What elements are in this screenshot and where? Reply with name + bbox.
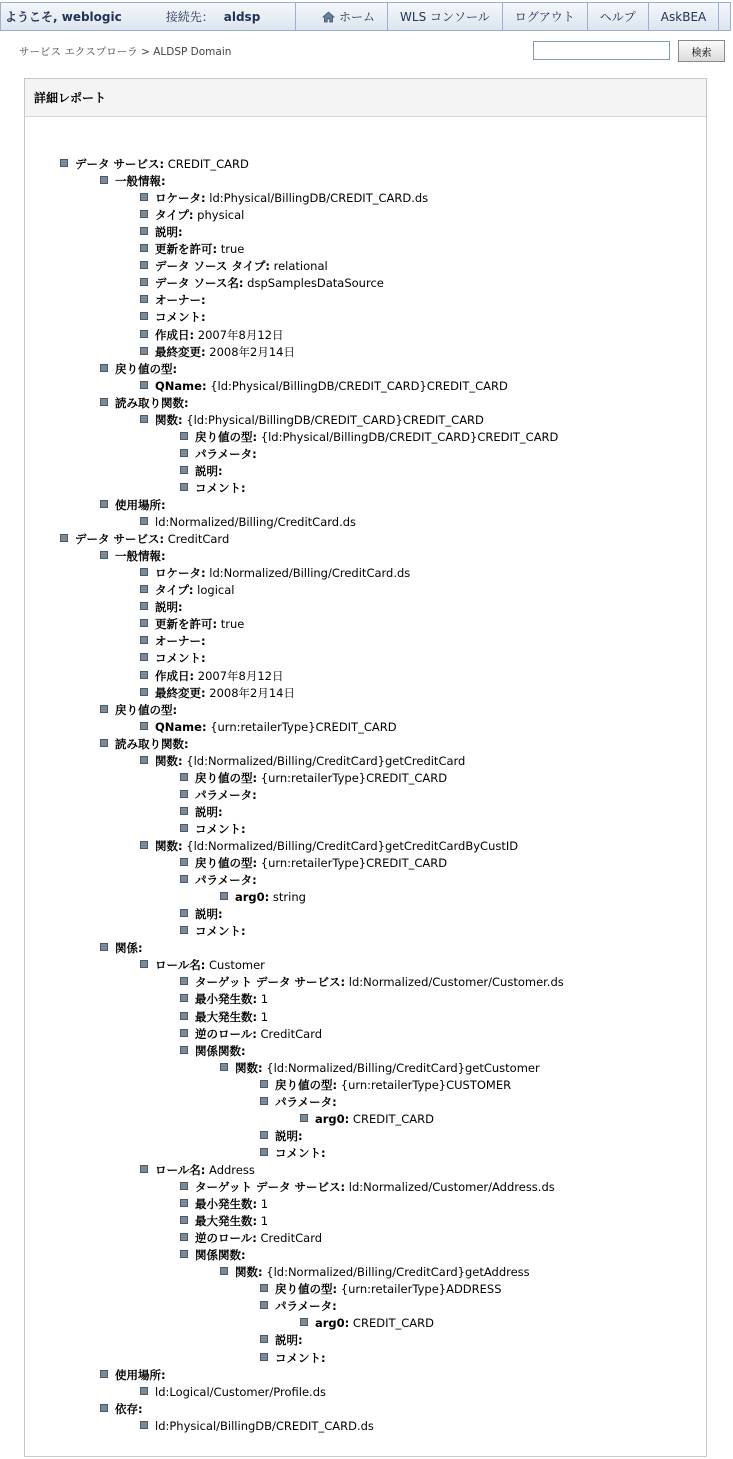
tree-node	[220, 1264, 530, 1281]
tree-node-label: データ ソース名:	[155, 276, 244, 290]
tree-node	[60, 531, 229, 548]
tree-node	[60, 156, 249, 173]
tree-bullet-icon	[100, 364, 108, 372]
tree-node-value: CreditCard	[256, 1027, 323, 1041]
tree-bullet-icon	[180, 773, 188, 781]
tree-bullet-icon	[100, 398, 108, 406]
tree-node	[140, 685, 295, 702]
tree-node-value: {ld:Normalized/Billing/CreditCard}getAddress	[262, 1265, 530, 1279]
tree-node-label: ターゲット データ サービス:	[195, 1180, 346, 1194]
tree-node	[100, 395, 189, 412]
tree-node-value: {urn:retailerType}ADDRESS	[337, 1282, 502, 1296]
tree-node-value: {ld:Physical/BillingDB/CREDIT_CARD}CREDIT_CARD	[257, 430, 559, 444]
tree-node-label: QName:	[155, 720, 207, 734]
tree-node-value: {ld:Physical/BillingDB/CREDIT_CARD}CREDIT_CARD	[206, 379, 508, 393]
tree-node-value: {ld:Normalized/Billing/CreditCard}getCustomer	[262, 1061, 540, 1075]
tree-node-label: 逆のロール:	[195, 1231, 257, 1245]
tree-node-value: ld:Physical/BillingDB/CREDIT_CARD.ds	[155, 1419, 374, 1433]
tree-node-label: 関数:	[235, 1265, 263, 1279]
tree-node-value: 1	[257, 1010, 269, 1024]
tree-node-label: arg0:	[235, 890, 270, 904]
tree-node-label: パラメータ:	[195, 873, 257, 887]
tree-node	[140, 258, 328, 275]
tree-node-label: ターゲット データ サービス:	[195, 975, 346, 989]
tree-node	[180, 991, 268, 1008]
tree-bullet-icon	[140, 330, 148, 338]
tree-bullet-icon	[220, 1063, 228, 1071]
connection-value: aldsp	[223, 9, 261, 24]
welcome-text: ようこそ, weblogic	[5, 10, 122, 24]
tree-node	[260, 1298, 337, 1315]
tree-node-value: 2007年8月12日	[194, 669, 284, 683]
tree-bullet-icon	[140, 193, 148, 201]
tree-node-label: 関係関数:	[195, 1248, 246, 1262]
tree-bullet-icon	[180, 432, 188, 440]
tree-node	[180, 974, 564, 991]
tree-node-label: ロケータ:	[155, 191, 206, 205]
tree-bullet-icon	[140, 1165, 148, 1173]
tree-node-label: タイプ:	[155, 208, 194, 222]
tree-bullet-icon	[100, 943, 108, 951]
tree-bullet-icon	[180, 1182, 188, 1190]
tree-node-value: {urn:retailerType}CREDIT_CARD	[257, 856, 448, 870]
tree-node-label: 戻り値の型:	[195, 856, 258, 870]
tree-node-label: 作成日:	[155, 669, 195, 683]
tree-node-value: {urn:retailerType}CREDIT_CARD	[257, 771, 448, 785]
tree-node	[100, 1367, 166, 1384]
tree-node-value: 2007年8月12日	[194, 328, 284, 342]
tree-node	[140, 309, 206, 326]
tree-node-label: ロール名:	[155, 958, 206, 972]
tree-node	[260, 1281, 502, 1298]
tree-node	[140, 1418, 374, 1435]
tree-node-value: 2008年2月14日	[205, 686, 295, 700]
tree-node-label: 更新を許可:	[155, 617, 218, 631]
tree-node-value: ld:Normalized/Customer/Customer.ds	[345, 975, 564, 989]
tree-bullet-icon	[180, 1216, 188, 1224]
tree-bullet-icon	[140, 381, 148, 389]
tree-bullet-icon	[140, 517, 148, 525]
tree-node	[180, 923, 246, 940]
tree-node-label: 説明:	[155, 600, 183, 614]
tree-node	[140, 275, 384, 292]
nav-links	[296, 3, 719, 30]
tree-node-label: オーナー:	[155, 634, 206, 648]
tree-node-label: コメント:	[275, 1351, 326, 1365]
tree-bullet-icon	[140, 1387, 148, 1395]
tree-node	[180, 1009, 268, 1026]
nav-home[interactable]	[296, 3, 388, 30]
top-nav-bar	[0, 2, 731, 31]
tree-bullet-icon	[140, 841, 148, 849]
tree-bullet-icon	[220, 892, 228, 900]
breadcrumb[interactable]: サービス エクスプローラ > ALDSP Domain	[19, 46, 232, 58]
tree-bullet-icon	[140, 585, 148, 593]
tree-node	[260, 1145, 326, 1162]
tree-node-label: コメント:	[195, 481, 246, 495]
tree-node	[300, 1111, 434, 1128]
tree-node-label: コメント:	[275, 1146, 326, 1160]
tree-node-value: {ld:Normalized/Billing/CreditCard}getCreditCardByCustID	[182, 839, 519, 853]
tree-node-value: 1	[257, 1214, 269, 1228]
tree-bullet-icon	[180, 790, 188, 798]
tree-bullet-icon	[60, 159, 68, 167]
tree-bullet-icon	[180, 483, 188, 491]
home-icon	[322, 11, 335, 23]
tree-node-label: 最終変更:	[155, 686, 206, 700]
nav-askbea[interactable]: AskBEA	[649, 3, 719, 30]
tree-node-label: 作成日:	[155, 328, 195, 342]
tree-node	[140, 582, 234, 599]
tree-bullet-icon	[140, 1421, 148, 1429]
tree-bullet-icon	[140, 312, 148, 320]
tree-bullet-icon	[140, 210, 148, 218]
tree-node	[180, 770, 447, 787]
tree-node	[140, 344, 295, 361]
tree-node	[260, 1077, 511, 1094]
tree-node-label: パラメータ:	[275, 1095, 337, 1109]
tree-bullet-icon	[260, 1284, 268, 1292]
tree-bullet-icon	[260, 1335, 268, 1343]
detail-report-panel	[24, 78, 707, 1457]
tree-node-label: 戻り値の型:	[275, 1282, 338, 1296]
tree-bullet-icon	[300, 1318, 308, 1326]
tree-node-value: ld:Normalized/Billing/CreditCard.ds	[155, 515, 357, 529]
tree-node-label: 戻り値の型:	[115, 362, 178, 376]
tree-node	[180, 872, 257, 889]
tree-bullet-icon	[180, 1046, 188, 1054]
tree-bullet-icon	[180, 1233, 188, 1241]
tree-bullet-icon	[140, 227, 148, 235]
tree-node-label: データ サービス:	[75, 532, 165, 546]
tree-node	[180, 906, 223, 923]
tree-bullet-icon	[180, 807, 188, 815]
nav-wls-console[interactable]: WLS コンソール	[388, 3, 503, 30]
tree-bullet-icon	[180, 909, 188, 917]
tree-node-label: 読み取り関数:	[115, 737, 189, 751]
tree-bullet-icon	[180, 1199, 188, 1207]
tree-bullet-icon	[140, 653, 148, 661]
tree-node	[180, 1026, 322, 1043]
tree-node	[140, 838, 518, 855]
tree-node-label: 関係関数:	[195, 1044, 246, 1058]
tree-bullet-icon	[140, 261, 148, 269]
tree-node	[180, 1230, 322, 1247]
tree-node	[140, 565, 410, 582]
tree-node-label: 関数:	[155, 754, 183, 768]
nav-logout[interactable]: ログアウト	[503, 3, 588, 30]
tree-node	[260, 1128, 303, 1145]
tree-bullet-icon	[140, 756, 148, 764]
tree-node-label: 使用場所:	[115, 1368, 166, 1382]
tree-bullet-icon	[140, 671, 148, 679]
tree-node	[180, 1213, 268, 1230]
tree-node-value: relational	[269, 259, 328, 273]
tree-node	[140, 412, 484, 429]
tree-node	[180, 429, 558, 446]
tree-bullet-icon	[140, 568, 148, 576]
tree-bullet-icon	[180, 449, 188, 457]
tree-node	[140, 633, 206, 650]
tree-node-value: 1	[257, 992, 269, 1006]
tree-bullet-icon	[180, 994, 188, 1002]
tree-node-label: コメント:	[195, 924, 246, 938]
tree-node	[180, 446, 257, 463]
tree-node-label: 戻り値の型:	[195, 430, 258, 444]
tree-node-label: パラメータ:	[195, 788, 257, 802]
tree-bullet-icon	[260, 1097, 268, 1105]
tree-node	[140, 599, 183, 616]
tree-node-value: {ld:Physical/BillingDB/CREDIT_CARD}CREDIT_CARD	[182, 413, 484, 427]
tree-node-value: Customer	[205, 958, 265, 972]
tree-node-value: {ld:Normalized/Billing/CreditCard}getCreditCard	[182, 754, 466, 768]
tree-node-label: 説明:	[195, 464, 223, 478]
tree-node-label: オーナー:	[155, 293, 206, 307]
tree-node	[180, 1196, 268, 1213]
session-info	[1, 3, 296, 30]
tree-bullet-icon	[260, 1148, 268, 1156]
tree-bullet-icon	[100, 739, 108, 747]
tree-node	[140, 957, 265, 974]
tree-node-label: タイプ:	[155, 583, 194, 597]
tree-node-label: 一般情報:	[115, 174, 166, 188]
tree-bullet-icon	[140, 415, 148, 423]
nav-help[interactable]: ヘルプ	[588, 3, 649, 30]
tree-node-value: 2008年2月14日	[205, 345, 295, 359]
tree-node-label: コメント:	[155, 310, 206, 324]
tree-node-label: 使用場所:	[115, 498, 166, 512]
tree-node	[260, 1332, 303, 1349]
tree-node-label: コメント:	[195, 822, 246, 836]
tree-node-label: arg0:	[315, 1316, 350, 1330]
tree-node-value: CREDIT_CARD	[349, 1316, 434, 1330]
tree-node	[220, 1060, 540, 1077]
tree-node	[180, 855, 447, 872]
tree-node-label: パラメータ:	[275, 1299, 337, 1313]
tree-bullet-icon	[260, 1080, 268, 1088]
tree-node-value: true	[217, 242, 245, 256]
tree-node-value: ld:Logical/Customer/Profile.ds	[155, 1385, 326, 1399]
tree-bullet-icon	[180, 858, 188, 866]
tree-node-label: 説明:	[275, 1333, 303, 1347]
tree-node	[140, 719, 397, 736]
tree-node	[100, 1401, 143, 1418]
tree-node	[180, 480, 246, 497]
tree-node-label: QName:	[155, 379, 207, 393]
tree-node	[100, 361, 177, 378]
tree-node-label: 最小発生数:	[195, 992, 258, 1006]
tree-node	[180, 1247, 246, 1264]
tree-node	[260, 1350, 326, 1367]
tree-node	[100, 736, 189, 753]
tree-bullet-icon	[180, 466, 188, 474]
tree-node-value: CreditCard	[256, 1231, 323, 1245]
tree-node	[140, 514, 356, 531]
tree-bullet-icon	[100, 551, 108, 559]
tree-node	[100, 497, 166, 514]
tree-node-label: 戻り値の型:	[195, 771, 258, 785]
tree-node-label: 更新を許可:	[155, 242, 218, 256]
tree-bullet-icon	[300, 1114, 308, 1122]
tree-node-label: 関数:	[235, 1061, 263, 1075]
tree-node-value: string	[269, 890, 306, 904]
tree-bullet-icon	[60, 534, 68, 542]
tree-bullet-icon	[180, 824, 188, 832]
tree-node	[140, 292, 206, 309]
tree-bullet-icon	[140, 295, 148, 303]
tree-node	[140, 616, 244, 633]
tree-bullet-icon	[140, 722, 148, 730]
tree-node	[260, 1094, 337, 1111]
tree-bullet-icon	[260, 1301, 268, 1309]
tree-bullet-icon	[140, 244, 148, 252]
tree-node	[140, 1162, 255, 1179]
tree-node-value: physical	[193, 208, 245, 222]
connection-label: 接続先：	[165, 10, 214, 24]
tree-node	[100, 173, 166, 190]
tree-node-label: 説明:	[155, 225, 183, 239]
tree-node-label: 関数:	[155, 413, 183, 427]
tree-node-value: ld:Normalized/Billing/CreditCard.ds	[205, 566, 411, 580]
tree-bullet-icon	[100, 1370, 108, 1378]
tree-node	[140, 224, 183, 241]
tree-bullet-icon	[100, 705, 108, 713]
tree-node-label: 最小発生数:	[195, 1197, 258, 1211]
tree-bullet-icon	[100, 1404, 108, 1412]
tree-node-value: {urn:retailerType}CREDIT_CARD	[206, 720, 397, 734]
tree-node-label: 関数:	[155, 839, 183, 853]
panel-title: 詳細レポート	[25, 79, 706, 117]
tree-node	[180, 463, 223, 480]
tree-node	[140, 650, 206, 667]
tree-node-value: dspSamplesDataSource	[243, 276, 384, 290]
tree-node	[180, 821, 246, 838]
tree-node	[100, 548, 166, 565]
tree-bullet-icon	[140, 602, 148, 610]
tree-node	[140, 753, 465, 770]
tree-node-value: true	[217, 617, 245, 631]
tree-node	[140, 1384, 326, 1401]
tree-bullet-icon	[100, 176, 108, 184]
tree-bullet-icon	[140, 278, 148, 286]
nav-home-label: ホーム	[339, 10, 376, 24]
tree-node	[180, 1043, 246, 1060]
tree-bullet-icon	[180, 875, 188, 883]
tree-node-label: 読み取り関数:	[115, 396, 189, 410]
tree-node	[100, 940, 143, 957]
tree-bullet-icon	[140, 619, 148, 627]
tree-node	[180, 804, 223, 821]
tree-bullet-icon	[180, 926, 188, 934]
tree-bullet-icon	[220, 1267, 228, 1275]
tree-node-label: 依存:	[115, 1402, 143, 1416]
tree-node-value: logical	[193, 583, 235, 597]
tree-node	[140, 241, 244, 258]
tree-node-value: CreditCard	[164, 532, 230, 546]
tree-bullet-icon	[140, 960, 148, 968]
tree-node-label: 逆のロール:	[195, 1027, 257, 1041]
tree-node-label: 最大発生数:	[195, 1010, 258, 1024]
tree-node-value: ld:Physical/BillingDB/CREDIT_CARD.ds	[205, 191, 429, 205]
tree-bullet-icon	[140, 688, 148, 696]
tree-bullet-icon	[140, 636, 148, 644]
tree-node	[220, 889, 306, 906]
search-input[interactable]	[533, 41, 670, 60]
tree-node-label: 説明:	[195, 805, 223, 819]
search-button[interactable]: 検索	[678, 40, 725, 62]
tree-node-value: Address	[205, 1163, 255, 1177]
tree-node	[140, 190, 428, 207]
tree-node-label: コメント:	[155, 651, 206, 665]
tree-bullet-icon	[100, 500, 108, 508]
tree-node	[140, 668, 283, 685]
tree-node-label: 戻り値の型:	[275, 1078, 338, 1092]
tree-node-value: {urn:retailerType}CUSTOMER	[337, 1078, 512, 1092]
tree-node-label: 関係:	[115, 941, 143, 955]
tree-node-label: 説明:	[195, 907, 223, 921]
tree-node-label: 最大発生数:	[195, 1214, 258, 1228]
tree-bullet-icon	[260, 1353, 268, 1361]
tree-node	[180, 787, 257, 804]
tree-node-value: CREDIT_CARD	[164, 157, 249, 171]
tree-node-label: ロール名:	[155, 1163, 206, 1177]
tree-bullet-icon	[180, 1250, 188, 1258]
tree-node-label: 最終変更:	[155, 345, 206, 359]
tree-node-label: 一般情報:	[115, 549, 166, 563]
tree-node	[140, 378, 508, 395]
tree-node	[140, 207, 244, 224]
tree-node-label: データ ソース タイプ:	[155, 259, 270, 273]
tree-node-value: 1	[257, 1197, 269, 1211]
tree-node-value: ld:Normalized/Customer/Address.ds	[345, 1180, 555, 1194]
tree-node-label: パラメータ:	[195, 447, 257, 461]
tree-node	[180, 1179, 555, 1196]
tree-node	[100, 702, 177, 719]
tree-bullet-icon	[140, 347, 148, 355]
tree-node-label: arg0:	[315, 1112, 350, 1126]
tree-node-label: 説明:	[275, 1129, 303, 1143]
tree-node-label: ロケータ:	[155, 566, 206, 580]
tree-bullet-icon	[180, 977, 188, 985]
tree-bullet-icon	[260, 1131, 268, 1139]
tree-node	[300, 1315, 434, 1332]
tree-bullet-icon	[180, 1012, 188, 1020]
tree-node	[140, 327, 283, 344]
tree-bullet-icon	[180, 1029, 188, 1037]
tree-node-label: 戻り値の型:	[115, 703, 178, 717]
tree-node-label: データ サービス:	[75, 157, 165, 171]
tree-node-value: CREDIT_CARD	[349, 1112, 434, 1126]
